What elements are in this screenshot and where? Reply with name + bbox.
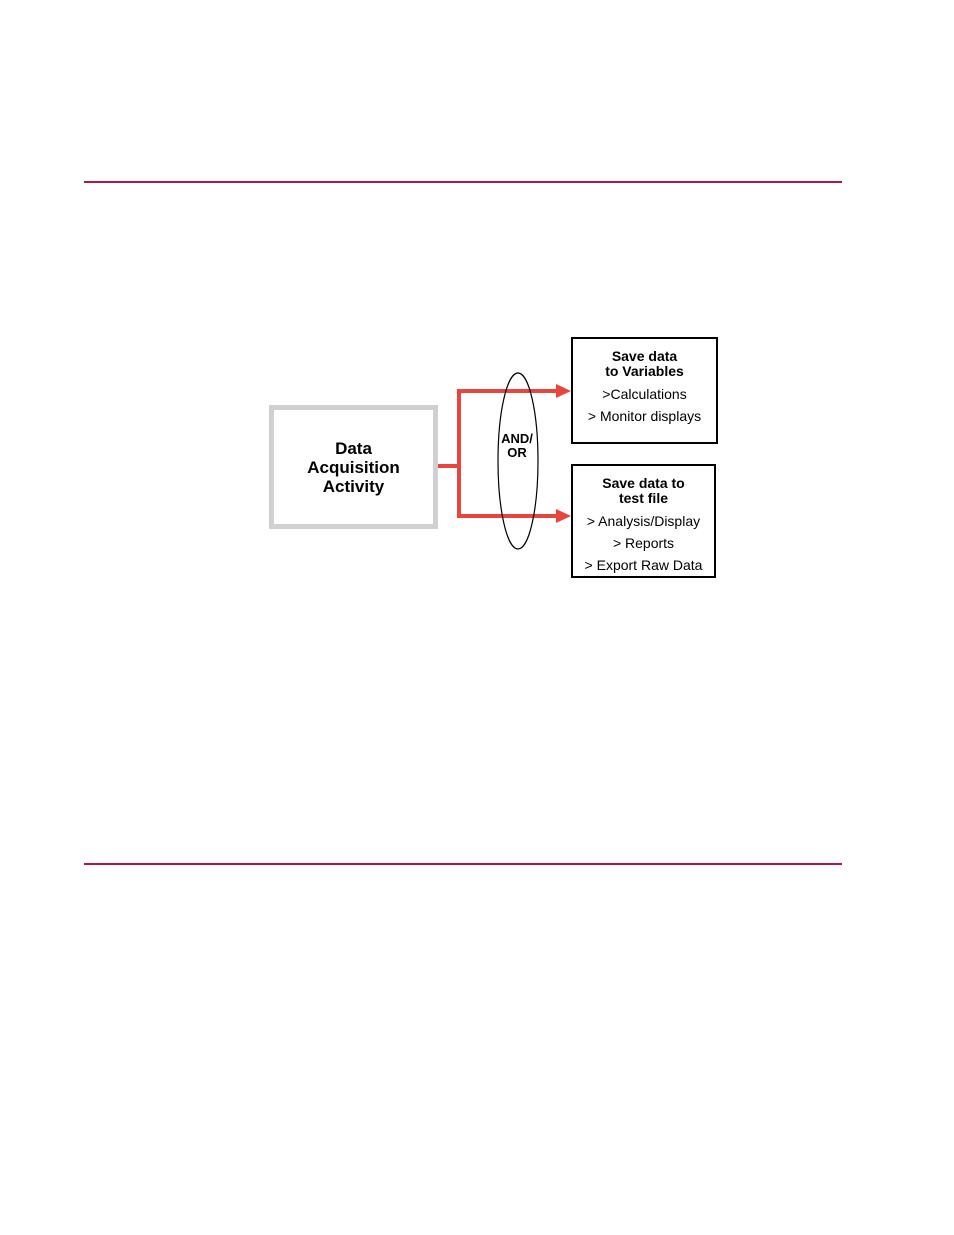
source-label (307, 439, 400, 496)
and-or-label (497, 432, 537, 460)
bottom-divider-rule (84, 863, 842, 865)
variables-item-monitor-displays: > Monitor displays (587, 408, 702, 424)
source-line-2: Acquisition (307, 457, 400, 477)
and-or-line-2: OR (507, 445, 527, 460)
arrow-upper-head (556, 384, 571, 398)
and-or-line-1: AND/ (501, 431, 533, 446)
variables-box-title (573, 349, 716, 379)
source-line-3: Activity (322, 476, 385, 496)
arrow-lower-head (556, 509, 571, 523)
data-acquisition-activity-box (269, 405, 438, 529)
and-or-ellipse (498, 373, 538, 549)
testfile-box-items (573, 510, 714, 576)
testfile-title-line-2: test file (618, 490, 668, 506)
testfile-box-title (573, 476, 714, 506)
testfile-title-line-1: Save data to (602, 475, 685, 491)
testfile-item-reports: > Reports (612, 535, 675, 551)
testfile-item-analysis-display: > Analysis/Display (586, 513, 701, 529)
testfile-item-export-raw-data: > Export Raw Data (584, 557, 703, 573)
save-to-variables-box (571, 337, 718, 444)
variables-title-line-2: to Variables (605, 363, 684, 379)
source-line-1: Data (335, 438, 372, 458)
variables-box-items (573, 383, 716, 427)
save-to-test-file-box (571, 464, 716, 578)
variables-title-line-1: Save data (611, 348, 678, 364)
variables-item-calculations: >Calculations (602, 386, 687, 402)
